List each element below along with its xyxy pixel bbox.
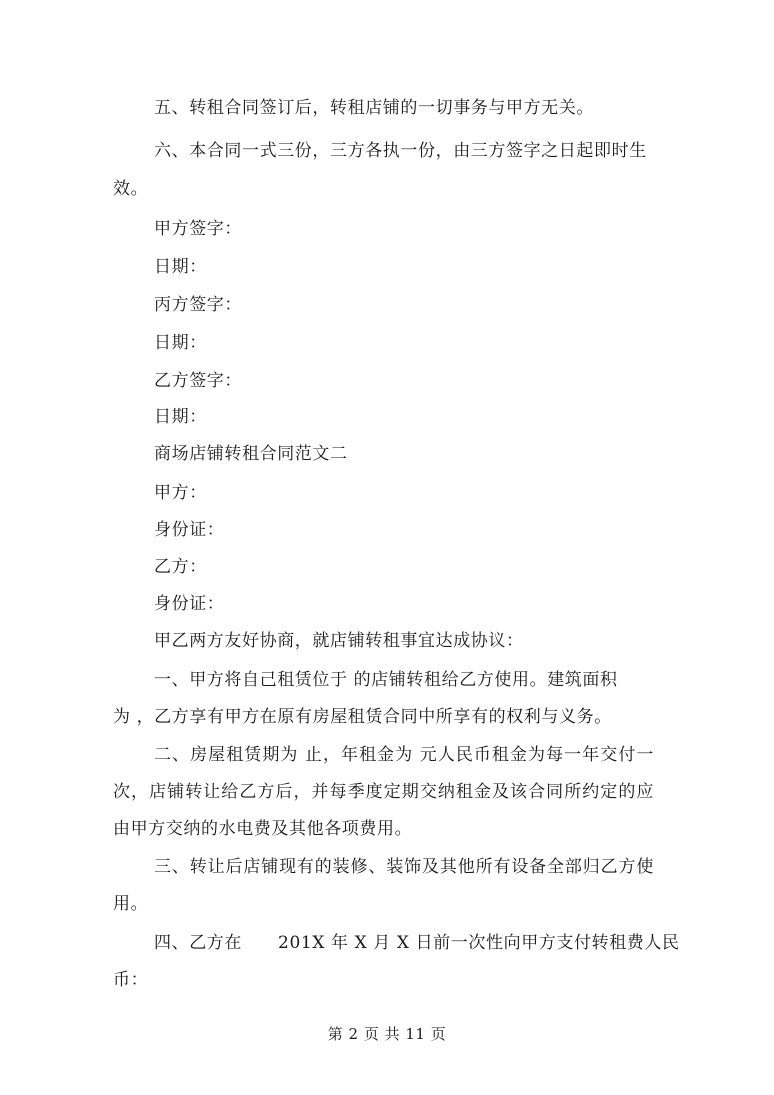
clause-one-line-1: 一、甲方将自己租赁位于 的店铺转租给乙方使用。建筑面积	[154, 670, 618, 690]
date-label-1: 日期：	[154, 257, 207, 277]
section-title: 商场店铺转租合同范文二	[154, 444, 348, 464]
page-number-footer: 第 2 页 共 11 页	[327, 1025, 447, 1043]
clause-three-line-2: 用。	[113, 894, 149, 914]
clause-one-line-2: 为 ，乙方享有甲方在原有房屋租赁合同中所享有的权利与义务。	[113, 707, 612, 727]
clause-four-line-2: 币：	[113, 970, 149, 990]
date-label-2: 日期：	[154, 333, 207, 353]
clause-two-line-3: 由甲方交纳的水电费及其他各项费用。	[113, 819, 413, 839]
clause-four-line-1: 四、乙方在 201X 年 X 月 X 日前一次性向甲方支付转租费人民	[154, 933, 680, 953]
party-b-label: 乙方：	[154, 557, 207, 577]
party-b-id-label: 身份证：	[154, 594, 225, 614]
party-a-signature-label: 甲方签字：	[154, 219, 242, 239]
party-a-label: 甲方：	[154, 483, 207, 503]
party-c-signature-label: 丙方签字：	[154, 295, 242, 315]
date-label-3: 日期：	[154, 407, 207, 427]
clause-six-line-1: 六、本合同一式三份，三方各执一份，由三方签字之日起即时生	[154, 141, 647, 161]
clause-two-line-1: 二、房屋租赁期为 止，年租金为 元人民币租金为每一年交付一	[154, 745, 654, 765]
clause-six-line-2: 效。	[113, 179, 149, 199]
clause-five: 五、转租合同签订后，转租店铺的一切事务与甲方无关。	[154, 98, 594, 118]
clause-three-line-1: 三、转让后店铺现有的装修、装饰及其他所有设备全部归乙方使	[154, 857, 654, 877]
clause-two-line-2: 次，店铺转让给乙方后，并每季度定期交纳租金及该合同所约定的应	[113, 782, 654, 802]
party-b-signature-label: 乙方签字：	[154, 371, 242, 391]
agreement-intro: 甲乙两方友好协商，就店铺转租事宜达成协议：	[154, 631, 524, 651]
party-a-id-label: 身份证：	[154, 520, 225, 540]
